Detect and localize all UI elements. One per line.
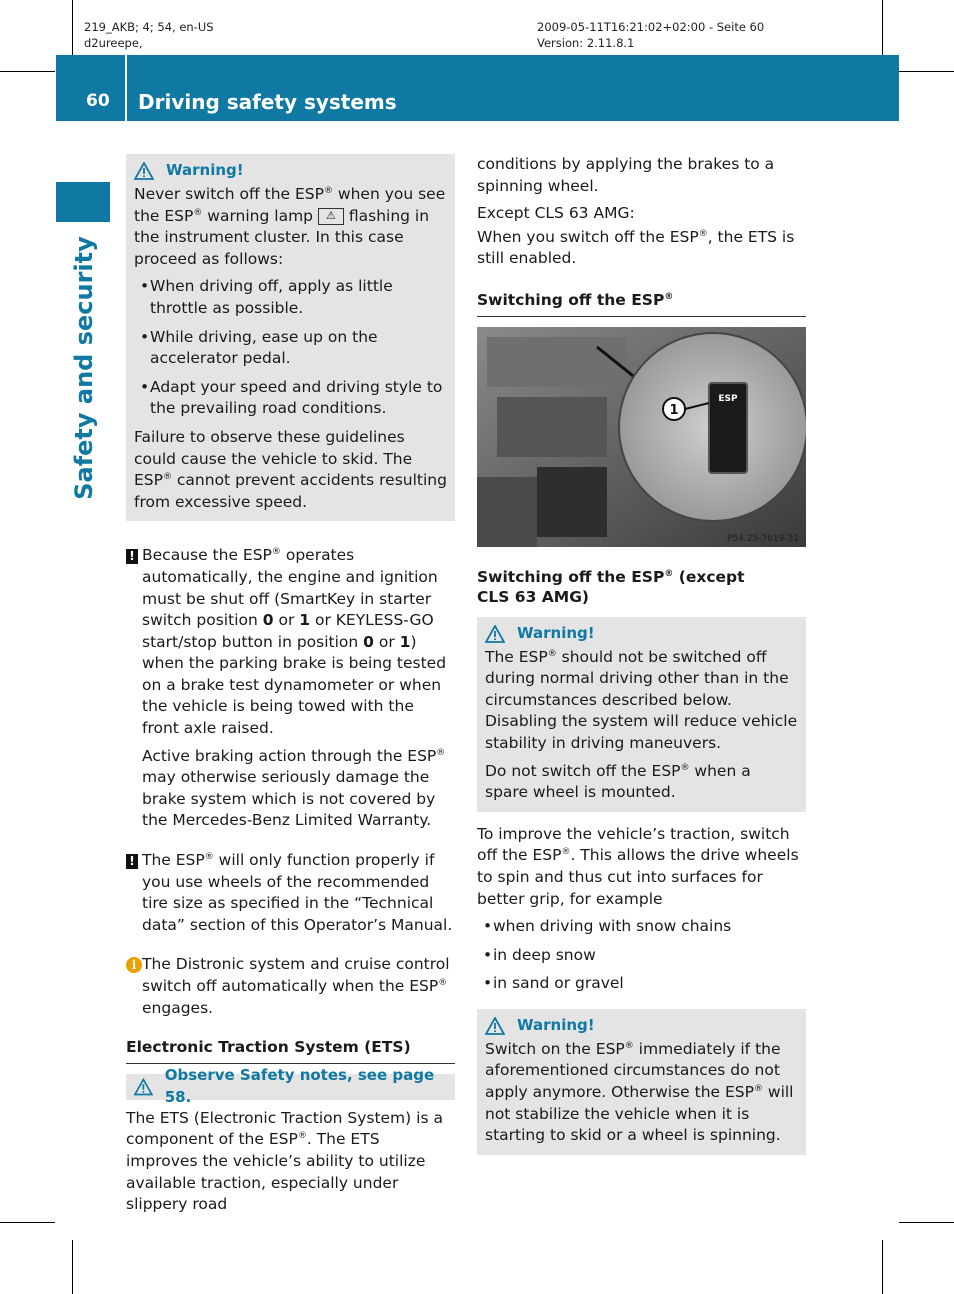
warning-title: Warning! [166,161,244,180]
note-text: Active braking action through the ESP® may otherwise seriously damage the brake system which is not covered by the Mercedes-Benz Limited Warranty. [142,746,446,830]
info-icon: i [126,957,142,973]
section-heading: Switching off the ESP® [477,290,806,317]
crop-mark [72,0,73,55]
warning-heading [134,1066,447,1106]
esp-button-photo [477,327,806,547]
caution-note [126,850,455,936]
warning-triangle-icon [485,1017,505,1035]
warning-text: Failure to observe these guidelines could cause the vehicle to skid. The ESP® cannot prevent accidents resulting from excessive speed. [134,427,447,511]
page-title: Driving safety systems [138,90,397,114]
section-heading: Electronic Traction System (ETS) [126,1037,455,1064]
warning-box [477,617,806,812]
warning-box [126,154,455,521]
warning-triangle-icon [134,162,154,180]
warning-heading [485,621,798,647]
crop-mark [72,1240,73,1294]
note-text: The ESP® will only function properly if you use wheels of the recommended tire size as specified in the “Technical data” section of this Operator’s Manual. [142,851,453,934]
exclamation-icon: ! [126,549,138,564]
meta-line: 219_AKB; 4; 54, en-US [84,20,214,34]
crop-mark [882,1240,883,1294]
page-number: 60 [86,91,110,111]
warning-box [477,1009,806,1155]
section-heading: Switching off the ESP® (except CLS 63 AMG) [477,567,745,606]
warning-title: Observe Safety notes, see page 58. [164,1066,435,1106]
list-item: • in deep snow [477,945,806,967]
warning-text: Switch on the ESP® immediately if the aforementioned circumstances do not apply anymore. Otherwise the ESP® will not stabilize the vehicle when it is starting to skid or a wheel is spinning. [485,1039,794,1145]
photo-callout: 1 [669,402,679,418]
exclamation-icon: ! [126,854,138,869]
body-text: The ETS (Electronic Traction System) is a component of the ESP®. The ETS improves the vehicle’s ability to utilize available traction, especially under slippery road [126,1108,443,1214]
warning-text: Do not switch off the ESP® when a spare wheel is mounted. [485,761,751,802]
warning-text: Never switch off the ESP® when you see the ESP® warning lamp ⚠ flashing in the instrument cluster. In this case proceed as follows: [134,185,446,268]
header-divider [125,55,127,121]
section-side-label: Safety and security [70,236,98,500]
note-text: The Distronic system and cruise control switch off automatically when the ESP® engages. [142,955,450,1017]
meta-line: 2009-05-11T16:21:02+02:00 - Seite 60 [537,20,765,34]
photo-button-label: ESP [718,393,738,404]
side-tab-marker [56,182,110,222]
warning-lamp-icon: ⚠ [318,208,344,225]
warning-triangle-icon [134,1078,153,1096]
list-item: • While driving, ease up on the accelerator pedal. [134,327,447,370]
page-header [56,55,899,121]
caution-note [126,545,455,832]
body-text: conditions by applying the brakes to a spinning wheel. [477,155,775,195]
warning-text: The ESP® should not be switched off during normal driving other than in the circumstances described below. Disabling the system will reduce vehicle stability in driving maneuvers. [485,647,798,752]
warning-box [126,1066,455,1106]
meta-line: Version: 2.11.8.1 [537,36,635,50]
body-text: Except CLS 63 AMG: [477,204,635,223]
right-column [477,154,806,1167]
note-text: Because the ESP® operates automatically, the engine and ignition must be shut off (SmartKey in starter switch position 0 or 1 or KEYLESS-GO start/stop button in position 0 or 1) when the parking brake is being tested on a brake test dynamometer or when the vehicle is being towed with the front axle raised. [142,546,447,738]
crop-mark [0,1222,55,1223]
body-text: When you switch off the ESP®, the ETS is still enabled. [477,227,795,268]
warning-heading [485,1013,798,1039]
left-column [126,154,455,1222]
warning-heading [134,158,447,184]
body-text: To improve the vehicle’s traction, switch off the ESP®. This allows the drive wheels to spin and thus cut into surfaces for better grip, for example [477,824,799,908]
photo-code: P54.25-7619-31 [726,533,799,544]
list-item: • Adapt your speed and driving style to the prevailing road conditions. [134,377,447,420]
print-meta-left [84,19,214,51]
meta-line: d2ureepe, [84,36,143,50]
crop-mark [0,71,55,72]
print-meta-right [537,19,764,51]
warning-title: Warning! [517,623,595,642]
warning-triangle-icon [485,625,505,643]
list-item: • When driving off, apply as little throttle as possible. [134,276,447,319]
info-note [126,954,455,1019]
list-item: • when driving with snow chains [477,916,806,938]
crop-mark [899,71,954,72]
crop-mark [899,1222,954,1223]
crop-mark [882,0,883,55]
warning-title: Warning! [517,1016,595,1035]
list-item: • in sand or gravel [477,973,806,995]
